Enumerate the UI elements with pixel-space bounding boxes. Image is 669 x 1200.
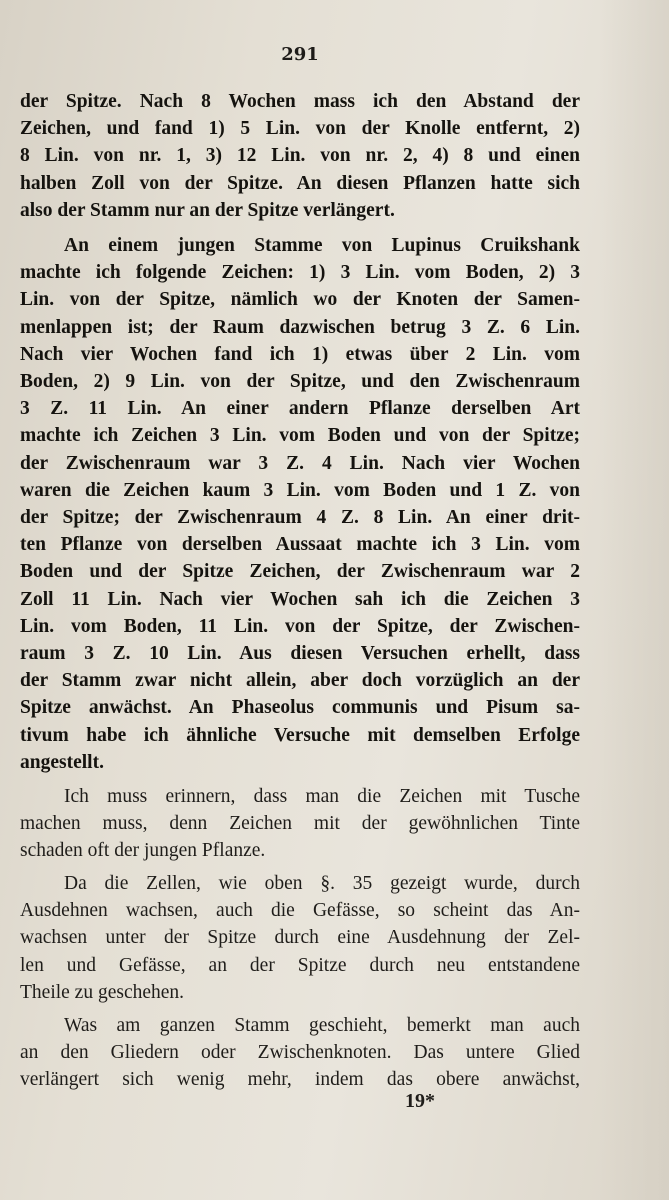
page-number: 291 bbox=[281, 44, 319, 65]
text-line: Lin. vom Boden, 11 Lin. von der Spitze, der Zwischen- bbox=[20, 615, 580, 637]
text-line: an den Gliedern oder Zwischenknoten. Das untere Glied bbox=[20, 1042, 580, 1064]
paragraph-3 bbox=[20, 783, 580, 865]
text-line: verlängert sich wenig mehr, indem das obere anwächst, bbox=[20, 1069, 580, 1091]
text-line: der Zwischenraum war 3 Z. 4 Lin. Nach vier Wochen bbox=[20, 452, 580, 474]
text-line: tivum habe ich ähnliche Versuche mit demselben Erfolge bbox=[20, 724, 580, 746]
text-line: Nach vier Wochen fand ich 1) etwas über 2 Lin. vom bbox=[20, 343, 580, 365]
text-line: wachsen unter der Spitze durch eine Ausdehnung der Zel- bbox=[20, 927, 580, 949]
text-line: der Spitze; der Zwischenraum 4 Z. 8 Lin. An einer drit- bbox=[20, 507, 580, 529]
text-line: 3 Z. 11 Lin. An einer andern Pflanze derselben Art bbox=[20, 398, 580, 420]
text-line: Da die Zellen, wie oben §. 35 gezeigt wurde, durch bbox=[64, 873, 580, 894]
text-line: Boden und der Spitze Zeichen, der Zwischenraum war 2 bbox=[20, 561, 580, 583]
text-line: Ich muss erinnern, dass man die Zeichen mit Tusche bbox=[64, 786, 580, 807]
text-line: schaden oft der jungen Pflanze. bbox=[20, 840, 266, 862]
paragraph-1 bbox=[20, 88, 580, 224]
text-line: Lin. von der Spitze, nämlich wo der Knoten der Samen- bbox=[20, 289, 580, 311]
text-line: machte ich Zeichen 3 Lin. vom Boden und von der Spitze; bbox=[20, 425, 580, 447]
text-line: ten Pflanze von derselben Aussaat machte ich 3 Lin. vom bbox=[20, 534, 580, 556]
text-line: len und Gefässe, an der Spitze durch neu entstandene bbox=[20, 954, 580, 976]
text-line: 8 Lin. von nr. 1, 3) 12 Lin. von nr. 2, 4) 8 und einen bbox=[20, 145, 580, 167]
signature-mark: 19* bbox=[405, 1090, 435, 1112]
text-line: menlappen ist; der Raum dazwischen betrug 3 Z. 6 Lin. bbox=[20, 316, 580, 338]
text-line: angestellt. bbox=[20, 751, 104, 773]
text-line: Ausdehnen wachsen, auch die Gefässe, so scheint das An- bbox=[20, 900, 580, 922]
text-line: raum 3 Z. 10 Lin. Aus diesen Versuchen erhellt, dass bbox=[20, 643, 580, 665]
text-line: also der Stamm nur an der Spitze verlängert. bbox=[20, 199, 395, 221]
paragraph-5 bbox=[20, 1012, 580, 1094]
paragraph-2 bbox=[20, 232, 580, 776]
text-line: Boden, 2) 9 Lin. von der Spitze, und den Zwischenraum bbox=[20, 371, 580, 393]
text-line: machte ich folgende Zeichen: 1) 3 Lin. vom Boden, 2) 3 bbox=[20, 262, 580, 284]
text-line: halben Zoll von der Spitze. An diesen Pflanzen hatte sich bbox=[20, 172, 580, 194]
text-line: Zeichen, und fand 1) 5 Lin. von der Knolle entfernt, 2) bbox=[20, 118, 580, 140]
text-line: der Stamm zwar nicht allein, aber doch vorzüglich an der bbox=[20, 670, 580, 692]
text-line: waren die Zeichen kaum 3 Lin. vom Boden und 1 Z. von bbox=[20, 479, 580, 501]
text-line: Spitze anwächst. An Phaseolus communis und Pisum sa- bbox=[20, 697, 580, 719]
text-line: Theile zu geschehen. bbox=[20, 981, 185, 1003]
page-edge-shading bbox=[599, 0, 669, 1200]
text-line: machen muss, denn Zeichen mit der gewöhnlichen Tinte bbox=[20, 813, 580, 835]
text-line: An einem jungen Stamme von Lupinus Cruikshank bbox=[64, 235, 580, 256]
text-line: der Spitze. Nach 8 Wochen mass ich den Abstand der bbox=[20, 91, 580, 112]
paragraph-4 bbox=[20, 870, 580, 1006]
text-line: Was am ganzen Stamm geschieht, bemerkt man auch bbox=[64, 1015, 580, 1036]
text-line: Zoll 11 Lin. Nach vier Wochen sah ich die Zeichen 3 bbox=[20, 588, 580, 610]
